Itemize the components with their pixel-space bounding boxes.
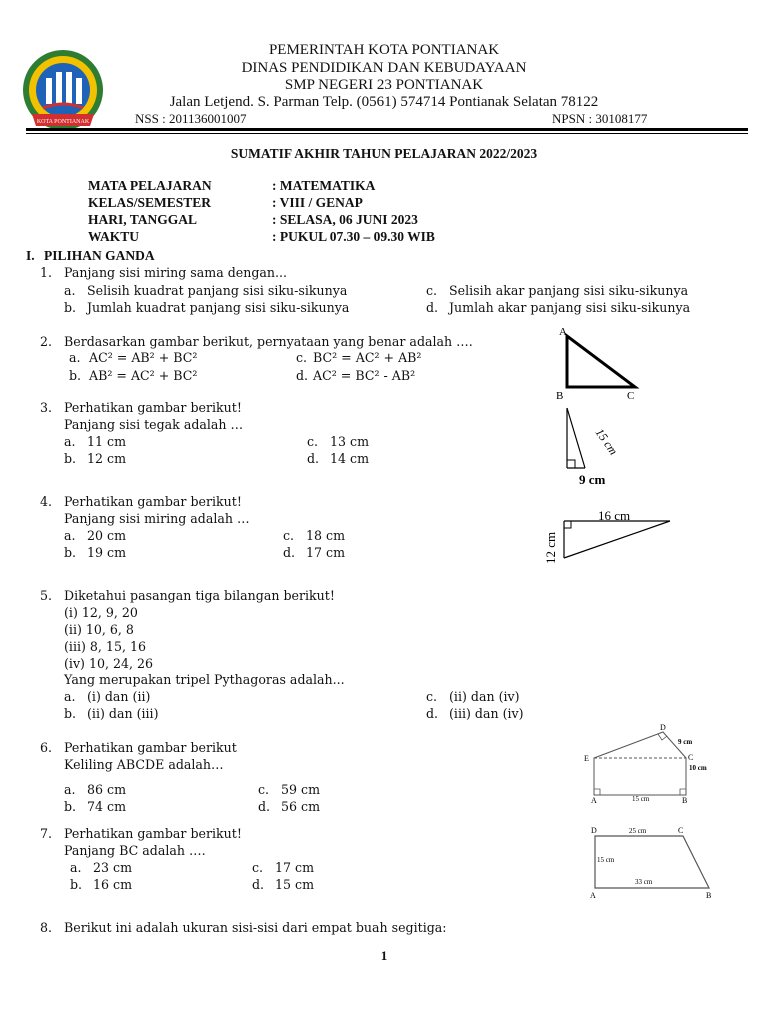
vertex-label-c: C [627, 390, 635, 402]
vertex-label-a: A [590, 891, 596, 900]
vertex-label-c: C [678, 826, 684, 835]
question-number: 1. [40, 265, 53, 280]
header-rule-thick [26, 128, 748, 131]
header-line-1: PEMERINTAH KOTA PONTIANAK [268, 42, 500, 58]
option-letter: b. [64, 451, 77, 466]
question-text: Keliling ABCDE adalah… [64, 757, 224, 772]
side-cb-label: 10 cm [689, 764, 707, 772]
section-title: PILIHAN GANDA [44, 248, 155, 263]
option-text: Selisih kuadrat panjang sisi siku-sikunya [87, 283, 348, 298]
question-text: Yang merupakan tripel Pythagoras adalah... [64, 672, 345, 687]
option-text: 23 cm [93, 860, 133, 875]
question-text: Panjang BC adalah …. [64, 843, 206, 858]
question-text: Panjang sisi miring sama dengan... [64, 265, 288, 280]
question-number: 3. [40, 400, 53, 415]
info-value: : PUKUL 07.30 – 09.30 WIB [272, 229, 435, 244]
figure-q4-triangle [540, 506, 680, 576]
question-number: 2. [40, 334, 53, 349]
option-text: BC² = AC² + AB² [313, 350, 422, 365]
vertex-label-b: B [706, 891, 712, 900]
info-label: MATA PELAJARAN [88, 178, 212, 193]
side-da-label: 15 cm [597, 856, 615, 864]
question-number: 6. [40, 740, 53, 755]
option-text: 11 cm [87, 434, 127, 449]
vertex-label-b: B [556, 390, 564, 402]
question-text: Panjang sisi tegak adalah … [64, 417, 244, 432]
header-address: Jalan Letjend. S. Parman Telp. (0561) 574714 Pontianak Selatan 78122 [169, 94, 599, 110]
vertex-label-d: D [591, 826, 597, 835]
option-text: 17 cm [306, 545, 346, 560]
nss-number: NSS : 201136001007 [135, 111, 247, 126]
option-letter: d. [307, 451, 320, 466]
vertex-label-a: A [559, 326, 567, 338]
question-number: 5. [40, 588, 53, 603]
option-text: Selisih akar panjang sisi siku-sikunya [449, 283, 689, 298]
vertex-label-c: C [688, 753, 694, 762]
option-letter: d. [296, 368, 309, 383]
header-line-2: DINAS PENDIDIKAN DAN KEBUDAYAAN [241, 60, 527, 76]
option-text: AB² = AC² + BC² [89, 368, 198, 383]
option-letter: a. [64, 283, 76, 298]
question-number: 8. [40, 920, 53, 935]
side-dc-label: 25 cm [629, 827, 647, 835]
question-text: Perhatikan gambar berikut! [64, 494, 242, 509]
option-letter: a. [69, 350, 81, 365]
option-letter: c. [307, 434, 319, 449]
info-value: : SELASA, 06 JUNI 2023 [272, 212, 418, 227]
option-text: 15 cm [275, 877, 315, 892]
option-letter: d. [252, 877, 265, 892]
question-text: Panjang sisi miring adalah … [64, 511, 250, 526]
option-text: (ii) dan (iii) [87, 706, 159, 721]
option-letter: b. [69, 368, 82, 383]
question-number: 7. [40, 826, 53, 841]
section-number: I. [26, 248, 35, 263]
option-letter: a. [64, 689, 76, 704]
option-letter: d. [283, 545, 296, 560]
question-text: Perhatikan gambar berikut! [64, 826, 242, 841]
option-letter: a. [64, 782, 76, 797]
vertical-side-label: 12 cm [543, 531, 558, 564]
info-label: HARI, TANGGAL [88, 212, 198, 227]
option-letter: b. [70, 877, 83, 892]
figure-q2-triangle [548, 322, 648, 402]
option-text: Jumlah akar panjang sisi siku-sikunya [449, 300, 691, 315]
option-letter: c. [258, 782, 270, 797]
vertex-label-e: E [584, 754, 589, 763]
option-text: (ii) dan (iv) [449, 689, 520, 704]
option-text: 13 cm [330, 434, 370, 449]
option-letter: c. [252, 860, 264, 875]
option-letter: a. [64, 528, 76, 543]
option-letter: d. [426, 300, 439, 315]
vertex-label-d: D [660, 723, 666, 732]
option-text: 19 cm [87, 545, 127, 560]
question-text: Diketahui pasangan tiga bilangan berikut! [64, 588, 335, 603]
question-text: Perhatikan gambar berikut! [64, 400, 242, 415]
figure-q7-trapezoid [585, 822, 720, 902]
option-text: AC² = AB² + BC² [89, 350, 198, 365]
question-text: (iv) 10, 24, 26 [64, 656, 154, 671]
question-text: Berdasarkan gambar berikut, pernyataan yang benar adalah …. [64, 334, 473, 349]
top-side-label: 16 cm [598, 508, 631, 523]
header-line-3: SMP NEGERI 23 PONTIANAK [284, 77, 484, 93]
option-text: (iii) dan (iv) [449, 706, 524, 721]
vertex-label-b: B [682, 796, 688, 805]
option-text: 56 cm [281, 799, 321, 814]
option-text: 74 cm [87, 799, 127, 814]
option-text: 17 cm [275, 860, 315, 875]
option-letter: b. [64, 706, 77, 721]
header-rule-thin [26, 133, 748, 134]
question-text: Berikut ini adalah ukuran sisi-sisi dari empat buah segitiga: [64, 920, 447, 935]
option-text: Jumlah kuadrat panjang sisi siku-sikunya [87, 300, 350, 315]
info-label: WAKTU [88, 229, 140, 244]
vertex-label-a: A [591, 796, 597, 805]
figure-q3-triangle [555, 402, 645, 488]
option-text: (i) dan (ii) [87, 689, 151, 704]
option-text: 20 cm [87, 528, 127, 543]
side-dc-label: 9 cm [678, 738, 693, 746]
option-letter: b. [64, 545, 77, 560]
question-text: (i) 12, 9, 20 [64, 605, 138, 620]
info-value: : VIII / GENAP [272, 195, 363, 210]
question-text: Perhatikan gambar berikut [64, 740, 237, 755]
option-text: 14 cm [330, 451, 370, 466]
option-letter: c. [426, 283, 438, 298]
question-number: 4. [40, 494, 53, 509]
side-ab-label: 33 cm [635, 878, 653, 886]
info-label: KELAS/SEMESTER [88, 195, 212, 210]
option-letter: d. [426, 706, 439, 721]
side-ab-label: 15 cm [632, 795, 650, 803]
option-text: 16 cm [93, 877, 133, 892]
option-text: 12 cm [87, 451, 127, 466]
option-text: 86 cm [87, 782, 127, 797]
option-letter: a. [70, 860, 82, 875]
info-value: : MATEMATIKA [272, 178, 376, 193]
logo-ribbon-text: KOTA PONTIANAK [36, 119, 90, 125]
option-text: AC² = BC² - AB² [313, 368, 416, 383]
page-number: 1 [380, 948, 388, 963]
figure-q6-pentagon [580, 720, 720, 806]
option-letter: d. [258, 799, 271, 814]
npsn-number: NPSN : 30108177 [552, 111, 648, 126]
option-letter: c. [296, 350, 308, 365]
option-text: 59 cm [281, 782, 321, 797]
option-letter: c. [426, 689, 438, 704]
option-letter: c. [283, 528, 295, 543]
exam-title: SUMATIF AKHIR TAHUN PELAJARAN 2022/2023 [230, 146, 538, 161]
question-text: (iii) 8, 15, 16 [64, 639, 146, 654]
option-letter: a. [64, 434, 76, 449]
option-text: 18 cm [306, 528, 346, 543]
hypotenuse-label: 15 cm [592, 425, 621, 458]
option-letter: b. [64, 799, 77, 814]
option-letter: b. [64, 300, 77, 315]
base-label: 9 cm [579, 472, 606, 487]
question-text: (ii) 10, 6, 8 [64, 622, 134, 637]
